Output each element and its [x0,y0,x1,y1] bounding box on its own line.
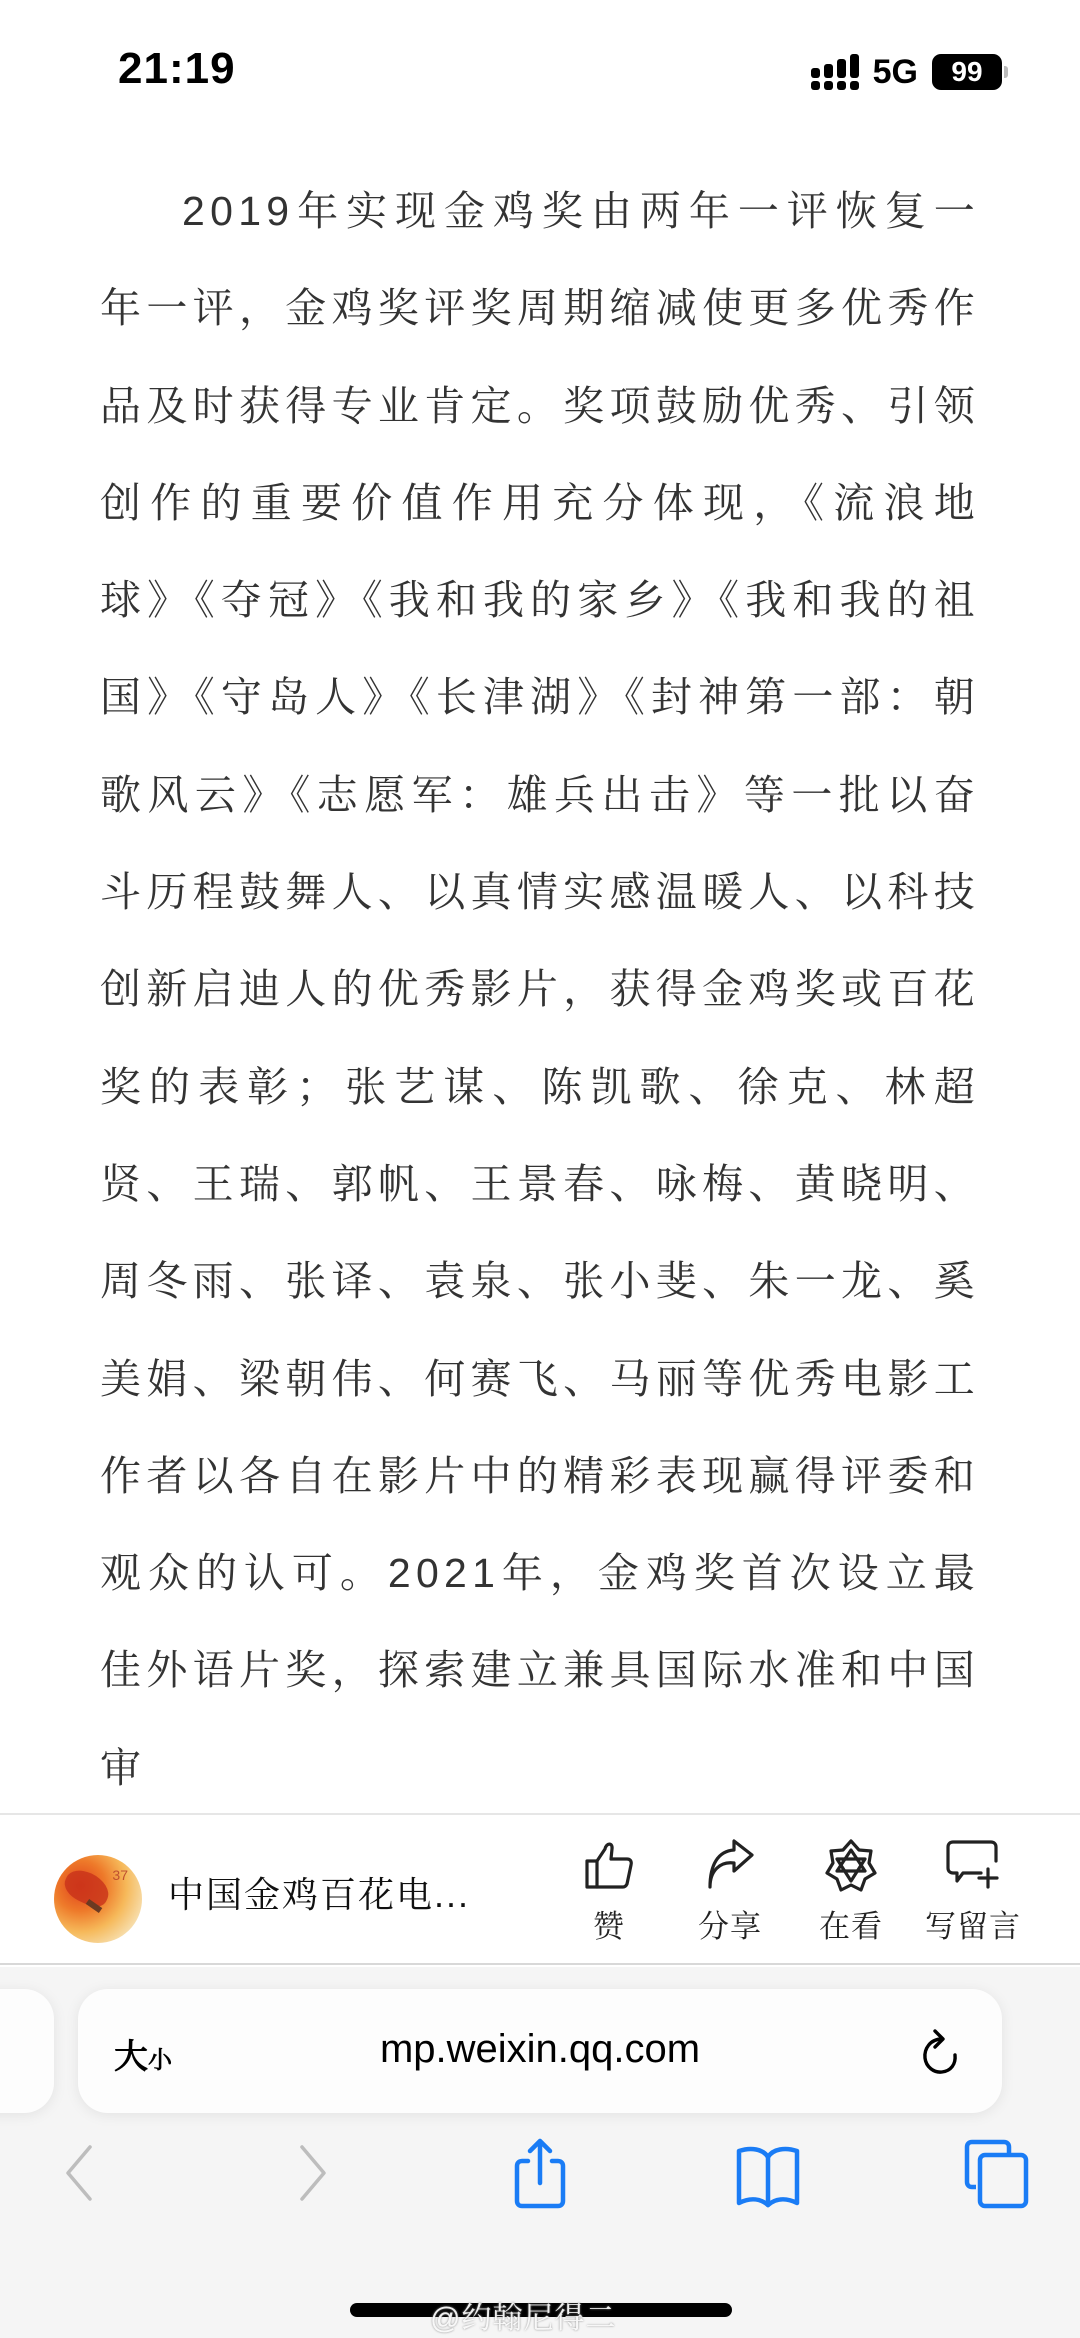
battery-level: 99 [932,54,1002,90]
account-name[interactable]: 中国金鸡百花电... [168,1874,471,1915]
like-label: 赞 [593,1909,625,1944]
share-button[interactable] [670,1837,790,1946]
previous-tab-peek[interactable] [0,1989,54,2113]
star-flower-icon [823,1837,879,1893]
address-bar[interactable] [78,1989,1002,2113]
like-button[interactable] [549,1837,669,1946]
status-bar [0,0,1080,140]
article-body [100,163,980,1817]
text-size-small: 小 [148,2047,172,2074]
status-indicators [811,52,1008,92]
text-size-big: 大 [114,2038,148,2076]
thumbs-up-icon [581,1837,637,1893]
account-avatar[interactable] [54,1855,142,1943]
share-label: 分享 [698,1909,762,1944]
comment-plus-icon [943,1837,1003,1893]
share-arrow-icon [702,1837,758,1893]
comment-button[interactable] [913,1837,1033,1946]
article-paragraph: 2019年实现金鸡奖由两年一评恢复一年一评，金鸡奖评奖周期缩减使更多优秀作品及时获得专业肯定。奖项鼓励优秀、引领创作的重要价值作用充分体现，《流浪地球》《夺冠》《我和我的家乡》《我和我的祖国》《守岛人》《长津湖》《封神第一部：朝歌风云》《志愿军：雄兵出击》等一批以奋斗历程鼓舞人、以真情实感温暖人、以科技创新启迪人的优秀影片，获得金鸡奖或百花奖的表彰；张艺谋、陈凯歌、徐克、林超贤、王瑞、郭帆、王景春、咏梅、黄晓明、周冬雨、张译、袁泉、张小斐、朱一龙、奚美娟、梁朝伟、何赛飞、马丽等优秀电影工作者以各自在影片中的精彩表现赢得评委和观众的认可。2021年，金鸡奖首次设立最佳外语片奖，探索建立兼具国际水准和中国审 [100,188,980,1791]
network-type: 5G [872,52,918,91]
url-text[interactable]: mp.weixin.qq.com [379,2027,701,2071]
comment-label: 写留言 [925,1909,1021,1944]
wow-button[interactable] [791,1837,911,1946]
share-icon[interactable] [510,2137,570,2209]
tabs-icon[interactable] [964,2139,1030,2209]
back-icon[interactable] [62,2143,96,2203]
article-action-bar [0,1813,1080,1965]
battery-icon [932,54,1008,90]
avatar-mark: 37 [112,1867,128,1883]
browser-toolbar [0,1967,1080,2338]
bookmarks-icon[interactable] [733,2145,803,2209]
reload-icon[interactable] [916,2027,964,2079]
wow-label: 在看 [819,1909,883,1944]
status-time: 21:19 [118,44,236,93]
dual-sim-signal-icon [811,54,859,90]
forward-icon[interactable] [296,2143,330,2203]
watermark: @约翰尼得二 [430,2302,617,2335]
